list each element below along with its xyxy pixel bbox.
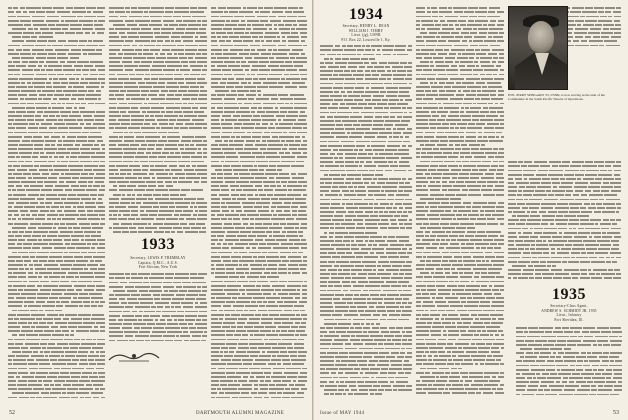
issue-footer: Issue of MAY 1944 bbox=[320, 411, 365, 416]
right-page bbox=[314, 0, 628, 420]
right-column-3-end bbox=[516, 326, 622, 398]
body-text-line bbox=[211, 341, 307, 345]
body-text-line bbox=[8, 254, 105, 258]
body-text-line bbox=[416, 312, 504, 316]
body-text-line bbox=[8, 395, 105, 399]
left-column-3 bbox=[211, 6, 307, 401]
body-text-line bbox=[8, 370, 105, 374]
class-secretary-block-1933 bbox=[110, 256, 206, 270]
secretary-line-2: ANDREW S. SCHMIDT JR. 1935 bbox=[541, 308, 597, 313]
body-text-line bbox=[109, 76, 207, 80]
body-text-line bbox=[109, 338, 207, 342]
body-text-line bbox=[109, 225, 207, 229]
secretary-line-4: P.O. Box 22, Louisville 1, Ky. bbox=[341, 37, 391, 42]
body-text-line bbox=[320, 85, 412, 89]
page-number-right: 53 bbox=[613, 410, 619, 416]
body-text-line bbox=[109, 284, 207, 288]
body-text-line bbox=[320, 350, 412, 354]
left-page bbox=[0, 0, 313, 420]
body-text-line bbox=[109, 196, 207, 200]
secretary-line-3: Lieut., Infantry bbox=[556, 313, 582, 318]
class-year-heading-1933: 1933 bbox=[141, 236, 175, 253]
body-text-line bbox=[211, 225, 307, 229]
officer-face bbox=[528, 21, 554, 53]
body-text-line bbox=[416, 105, 504, 109]
body-text-line bbox=[109, 47, 207, 51]
magazine-footer: DARTMOUTH ALUMNI MAGAZINE bbox=[196, 411, 285, 416]
body-text-line bbox=[8, 134, 105, 138]
body-text-line bbox=[320, 114, 412, 118]
left-column-2-bottom bbox=[109, 272, 207, 346]
body-text-line bbox=[109, 134, 207, 138]
body-text-line bbox=[416, 47, 504, 51]
officer-portrait-photo bbox=[508, 6, 568, 90]
secretary-title: Secretary-Class Agent, bbox=[550, 304, 588, 308]
body-text-line bbox=[320, 392, 412, 396]
body-text-line bbox=[8, 47, 105, 51]
body-text-line bbox=[8, 196, 105, 200]
body-text-line bbox=[416, 254, 504, 258]
secretary-title: Secretary, HENRY L. DEAN bbox=[342, 24, 390, 28]
left-column-1 bbox=[8, 6, 105, 401]
right-column-3-bottom bbox=[508, 160, 621, 282]
body-text-line bbox=[508, 259, 621, 263]
secretary-line-2: WILLIAM I. TIMBY bbox=[348, 28, 384, 33]
body-text-line bbox=[508, 276, 621, 280]
page-number-left: 52 bbox=[9, 410, 15, 416]
body-text-line bbox=[320, 292, 412, 296]
secretary-line-3: Fort Slocum, New York bbox=[138, 265, 178, 270]
body-text-line bbox=[211, 395, 307, 399]
body-text-line bbox=[211, 47, 307, 51]
body-text-line bbox=[8, 283, 105, 287]
secretary-title: Secretary, LEWIS P. TREMBLAY bbox=[130, 256, 186, 260]
body-text-line bbox=[416, 134, 504, 138]
class-secretary-block-1934 bbox=[320, 24, 412, 42]
body-text-line bbox=[211, 76, 307, 80]
class-year-heading-1934: 1934 bbox=[349, 6, 383, 23]
body-text-line bbox=[211, 134, 307, 138]
secretary-line-4: Fort Sheridan, Ill. bbox=[554, 317, 584, 322]
body-text-line bbox=[320, 143, 412, 147]
right-column-2 bbox=[416, 6, 504, 398]
body-text-line bbox=[211, 254, 307, 258]
body-text-line bbox=[320, 234, 412, 238]
class-year-heading-1935: 1935 bbox=[552, 286, 586, 303]
body-text-line bbox=[416, 391, 504, 395]
body-text-line bbox=[416, 370, 504, 374]
body-text-line bbox=[320, 379, 412, 383]
body-text-line bbox=[109, 230, 207, 234]
body-text-line bbox=[8, 341, 105, 345]
body-text-line bbox=[211, 105, 307, 109]
body-text-line bbox=[211, 283, 307, 287]
body-text-line bbox=[516, 338, 622, 342]
secretary-line-2: Captain, Q.M.C., A.U.S. bbox=[138, 260, 178, 265]
body-text-line bbox=[109, 313, 207, 317]
body-text-line bbox=[416, 76, 504, 80]
body-text-line bbox=[8, 76, 105, 80]
body-text-line bbox=[508, 230, 621, 234]
body-text-line bbox=[8, 312, 105, 316]
body-text-line bbox=[211, 18, 307, 22]
body-text-line bbox=[320, 263, 412, 267]
right-column-1 bbox=[320, 44, 412, 398]
body-text-line bbox=[516, 367, 622, 371]
body-text-line bbox=[109, 18, 207, 22]
body-text-line bbox=[211, 370, 307, 374]
body-text-line bbox=[109, 105, 207, 109]
body-text-line bbox=[416, 283, 504, 287]
class-secretary-block-1935 bbox=[516, 304, 622, 322]
body-text-line bbox=[211, 196, 307, 200]
ornament-illustration bbox=[105, 350, 163, 364]
body-text-line bbox=[416, 18, 504, 22]
body-text-line bbox=[508, 201, 621, 205]
left-column-2-top bbox=[109, 6, 207, 236]
body-text-line bbox=[508, 172, 621, 176]
body-text-line bbox=[8, 18, 105, 22]
secretary-line-3: Lieut. (jg), USNR bbox=[351, 33, 381, 38]
body-text-line bbox=[416, 341, 504, 345]
body-text-line bbox=[516, 392, 622, 396]
photo-caption: ENS. JERRY SPINGARN '33, USNR, is now serving as the aide of the Commander in the South Pacific Theatre of Operations. bbox=[508, 93, 605, 102]
body-text-line bbox=[8, 225, 105, 229]
body-text-line bbox=[211, 312, 307, 316]
